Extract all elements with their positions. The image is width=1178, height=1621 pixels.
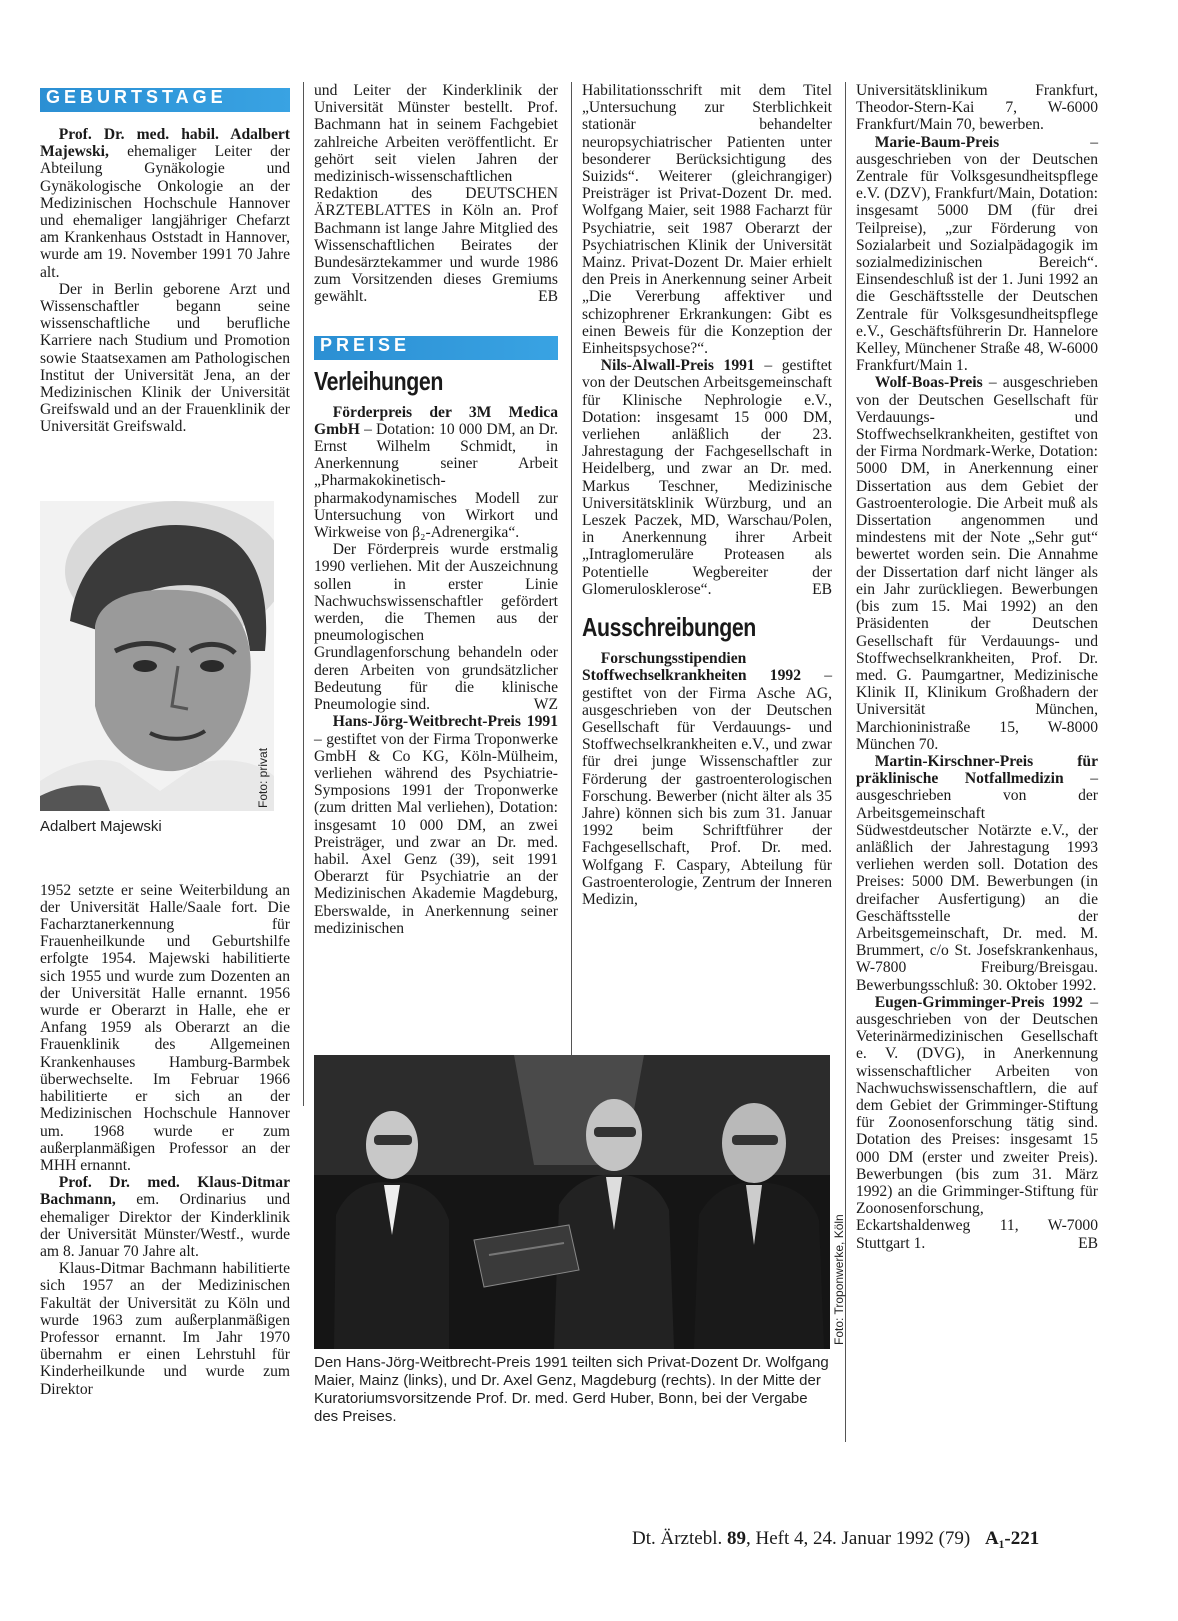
portrait-photo [40, 501, 274, 811]
paragraph: Förderpreis der 3M Medica GmbH – Dotation: 10 000 DM, an Dr. Ernst Wilhelm Schmidt, in Anerkennung seiner Arbeit „Pharmakokinetisch-pharmakodynamisches Modell zur Untersuchung von Wirkort und Wirkweise von β₂-Adrenergika“. [314, 403, 558, 542]
column-4 [856, 82, 1098, 1252]
portrait-photo-caption: Adalbert Majewski [40, 818, 162, 835]
prize-name: Förderpreis der 3M Medica GmbH [314, 403, 558, 438]
author-signature: EB [538, 288, 558, 306]
group-photo [314, 1055, 830, 1349]
paragraph: Habilitationsschrift mit dem Titel „Untersuchung zur Sterblichkeit stationär behandelter neuropsychiatrischer Patienten unter besonderer Berücksichtigung des Suizids“. Weiterer (gleichrangiger) Preisträger ist Privat-Dozent Dr. med. Wolfgang Maier, seit 1988 Facharzt für Psychiatrie, seit 1987 Oberarzt der Psychiatrischen Klinik der Universität Mainz. Privat-Dozent Dr. Maier erhielt den Preis in Anerkennung seiner Arbeit „Die Vererbung affektiver und schizophrener Erkrankungen: Gibt es einen Beweis für die Konzeption der Einheitspsychose?“. [582, 82, 832, 358]
section-heading-verleihungen: Verleihungen [314, 365, 443, 396]
paragraph: Prof. Dr. med. habil. Adalbert Majewski, ehemaliger Leiter der Abteilung Gynäkologie und Gynäkologische Onkologie an der Medizinischen Hochschule Hannover und ehemaliger langjähriger Chefarzt am Krankenhaus Oststadt in Hannover, wurde am 19. November 1991 70 Jahre alt. [40, 126, 290, 281]
paragraph: 1952 setzte er seine Weiterbildung an der Universität Halle/Saale fort. Die Facharztanerkennung für Frauenheilkunde und Geburtshilfe erfolgte 1954. Majewski habilitierte sich 1955 und wurde zum Dozenten an der Universität Halle ernannt. 1956 wurde er Oberarzt in Halle, ehe er Anfang 1959 als Oberarzt an die Frauenklinik des Allgemeinen Krankenhauses Hamburg-Barmbek überwechselte. Im Februar 1966 habilitierte er sich an der Medizinischen Hochschule Hannover um. 1968 wurde er zum außerplanmäßigen Professor an der MHH ernannt. [40, 881, 290, 1174]
journal-name: Dt. Ärztebl. [632, 1528, 723, 1549]
paragraph: Der Förderpreis wurde erstmalig 1990 verliehen. Mit der Auszeichnung sollen in erster Linie Nachwuchswissenschaftler gefördert werden, die Themen aus der pneumologischen Grundlagenforschung behandeln oder deren Arbeiten von grundsätzlicher Bedeutung für die klinische Pneumologie sind. WZ [314, 541, 558, 714]
column-rule-1 [303, 82, 304, 1106]
group-photo-image [314, 1055, 830, 1349]
paragraph: Klaus-Ditmar Bachmann habilitierte sich 1957 an der Medizinischen Fakultät der Universität zu Köln und wurde 1963 zum außerplanmäßigen Professor ernannt. Im Jahr 1970 übernahm er einen Lehrstuhl für Kinderheilkunde und wurde zum Direktor [40, 1260, 290, 1398]
portrait-image [40, 501, 274, 811]
column-rule-2 [571, 82, 572, 1106]
author-signature: EB [1078, 1234, 1098, 1252]
prize-name: Martin-Kirschner-Preis für präklinische Notfallmedizin [856, 752, 1098, 788]
paragraph: Universitätsklinikum Frankfurt, Theodor-Stern-Kai 7, W-6000 Frankfurt/Main 70, bewerben. [856, 82, 1098, 134]
banner-preise-label: PREISE [320, 334, 411, 355]
paragraph: Nils-Alwall-Preis 1991 – gestiftet von der Deutschen Arbeitsgemeinschaft für Klinische Nephrologie e.V., Dotation: insgesamt 15 000 DM, verliehen anläßlich der 23. Jahrestagung der Fachgesellschaft in Heidelberg, und zwar an Dr. med. Markus Teschner, Medizinische Universitätsklinik Würzburg, und an Leszek Paczek, MD, Warschau/Polen, in Anerkennung ihrer Arbeit „Intraglomeruläre Proteasen als Potentielle Wegbereiter der Glomerulosklerose“. EB [582, 357, 832, 598]
prize-name: Wolf-Boas-Preis [874, 374, 983, 392]
prize-name: Marie-Baum-Preis [874, 133, 1000, 151]
paragraph: Hans-Jörg-Weitbrecht-Preis 1991 – gestiftet von der Firma Troponwerke GmbH & Co KG, Köln-Mülheim, verliehen während des Psychiatrie-Symposions 1991 der Troponwerke (zum dritten Mal verliehen), Dotation: insgesamt 10 000 DM, an zwei Preisträger, und zwar an Dr. med. habil. Axel Genz (39), seit 1991 Oberarzt für Psychiatrie an der Medizinischen Akademie Magdeburg, Eberswalde, in Anerkennung seiner medizinischen [314, 713, 558, 937]
group-photo-caption: Den Hans-Jörg-Weitbrecht-Preis 1991 teilten sich Privat-Dozent Dr. Wolfgang Maier, Mainz (links), und Dr. Axel Genz, Magdeburg (rechts). In der Mitte der Kuratoriumsvorsitzende Prof. Dr. med. Gerd Huber, Bonn, bei der Vergabe des Preises. [314, 1354, 829, 1425]
page-footer [632, 1528, 1039, 1550]
author-signature: EB [812, 580, 832, 598]
paragraph: Eugen-Grimminger-Preis 1992 – ausgeschrieben von der Deutschen Veterinärmedizinischen Gesellschaft e. V. (DVG), in Anerkennung wissenschaftlicher Arbeiten von Nachwuchswissenschaftlern, die auf dem Gebiet der Grimminger-Stiftung für Zoonosenforschung tätig sind. Dotation des Preises: insgesamt 15 000 DM (erster und zweiter Preis). Bewerbungen (bis zum 31. März 1992) an die Grimminger-Stiftung für Zoonosenforschung, Eckartshaldenweg 11, W-7000 Stuttgart 1. EB [856, 993, 1098, 1252]
section-heading-ausschreibungen: Ausschreibungen [582, 612, 756, 643]
prize-name: Eugen-Grimminger-Preis 1992 [874, 993, 1083, 1011]
prize-name: Forschungsstipendien Stoffwechselkrankheiten 1992 [582, 650, 801, 685]
prize-name: Nils-Alwall-Preis 1991 [600, 357, 755, 375]
portrait-photo-credit: Foto: privat [256, 747, 270, 808]
banner-geburtstage [40, 88, 290, 112]
person-name: Prof. Dr. med. Klaus-Ditmar Bachmann, [40, 1174, 290, 1209]
person-name: Prof. Dr. med. habil. Adalbert Majewski, [40, 126, 290, 161]
paragraph: Wolf-Boas-Preis – ausgeschrieben von der Deutschen Gesellschaft für Verdauungs- und Stoffwechselkrankheiten, gestiftet von der Firma Nordmark-Werke, Dotation: 5000 DM, in Anerkennung einer Dissertation aus dem Gebiet der Gastroenterologie. Die Arbeit muß als Dissertation angenommen und mindestens mit der Note „Sehr gut“ bewertet worden sein. Die Annahme der Dissertation darf nicht länger als ein Jahr zurückliegen. Bewerbungen (bis zum 15. Mai 1992) an den Präsidenten der Deutschen Gesellschaft für Verdauungs- und Stoffwechselkrankheiten, Prof. Dr. med. G. Paumgartner, Medizinische Klinik II, Klinikum Großhadern der Universität München, Marchioninistraße 15, W-8000 München 70. [856, 374, 1098, 753]
column-2 [314, 82, 558, 937]
paragraph: und Leiter der Kinderklinik der Universität Münster bestellt. Prof. Bachmann hat in seinem Fachgebiet zahlreiche Arbeiten veröffentlicht. Er gehört seit vielen Jahren der medizinisch-wissenschaftlichen Redaktion des DEUTSCHEN ÄRZTEBLATTES in Köln an. Prof Bachmann ist lange Jahre Mitglied des Wissenschaftlichen Beirates der Bundesärztekammer und wurde 1986 zum Vorsitzenden dieses Gremiums gewählt. EB [314, 82, 558, 306]
paragraph: Der in Berlin geborene Arzt und Wissenschaftler begann seine wissenschaftliche und berufliche Karriere nach Studium und Promotion sowie Staatsexamen am Pathologischen Institut der Universität Jena, an der Medizinischen Klinik der Universität Greifswald und an der Frauenklinik der Universität Greifswald. [40, 280, 290, 436]
group-photo-credit: Foto: Troponwerke, Köln [832, 1214, 846, 1345]
page-number: A₁-221 [985, 1528, 1040, 1549]
prize-name: Hans-Jörg-Weitbrecht-Preis 1991 [332, 713, 558, 731]
journal-volume: 89 [726, 1528, 746, 1549]
paragraph: Forschungsstipendien Stoffwechselkrankheiten 1992 – gestiftet von der Firma Asche AG, ausgeschrieben von der Deutschen Gesellschaft für Verdauungs- und Stoffwechselkrankheiten e.V., und zwar für drei junge Wissenschaftler zur Förderung der gastroenterologischen Forschung. Bewerber (nicht älter als 35 Jahre) können sich bis zum 31. Januar 1992 beim Schriftführer der Fachgesellschaft, Prof. Dr. med. Wolfgang F. Caspary, Abteilung für Gastroenterologie, Zentrum der Inneren Medizin, [582, 650, 832, 908]
journal-issue: , Heft 4, 24. Januar 1992 (79) [745, 1528, 971, 1549]
banner-geburtstage-label: GEBURTSTAGE [46, 87, 227, 107]
paragraph: Prof. Dr. med. Klaus-Ditmar Bachmann, em. Ordinarius und ehemaliger Direktor der Kinderklinik der Universität Münster/Westf., wurde am 8. Januar 70 Jahre alt. [40, 1174, 290, 1260]
paragraph: Marie-Baum-Preis – ausgeschrieben von der Deutschen Zentrale für Volksgesundheitspflege e.V. (DZV), Frankfurt/Main, Dotation: insgesamt 5000 DM (für drei Teilpreise), „zur Förderung von Sozialarbeit und Sozialpädagogik im sozialmedizinischen Bereich“. Einsendeschluß ist der 1. Juni 1992 an die Geschäftsstelle der Deutschen Zentrale für Volksgesundheitspflege e.V., Geschäftsführerin Dr. Hannelore Kelley, Münchener Straße 48, W-6000 Frankfurt/Main 1. [856, 133, 1098, 375]
banner-preise [314, 336, 558, 360]
author-signature: WZ [533, 696, 558, 714]
column-3 [582, 82, 832, 908]
paragraph: Martin-Kirschner-Preis für präklinische Notfallmedizin – ausgeschrieben von der Arbeitsgemeinschaft Südwestdeutscher Notärzte e.V., der anläßlich der Jahrestagung 1993 verliehen werden soll. Dotation des Preises: 5000 DM. Bewerbungen (in dreifacher Ausfertigung) an die Geschäftsstelle der Arbeitsgemeinschaft, Dr. med. M. Brummert, c/o St. Josefskrankenhaus, W-7800 Freiburg/Breisgau. Bewerbungsschluß: 30. Oktober 1992. [856, 752, 1098, 994]
